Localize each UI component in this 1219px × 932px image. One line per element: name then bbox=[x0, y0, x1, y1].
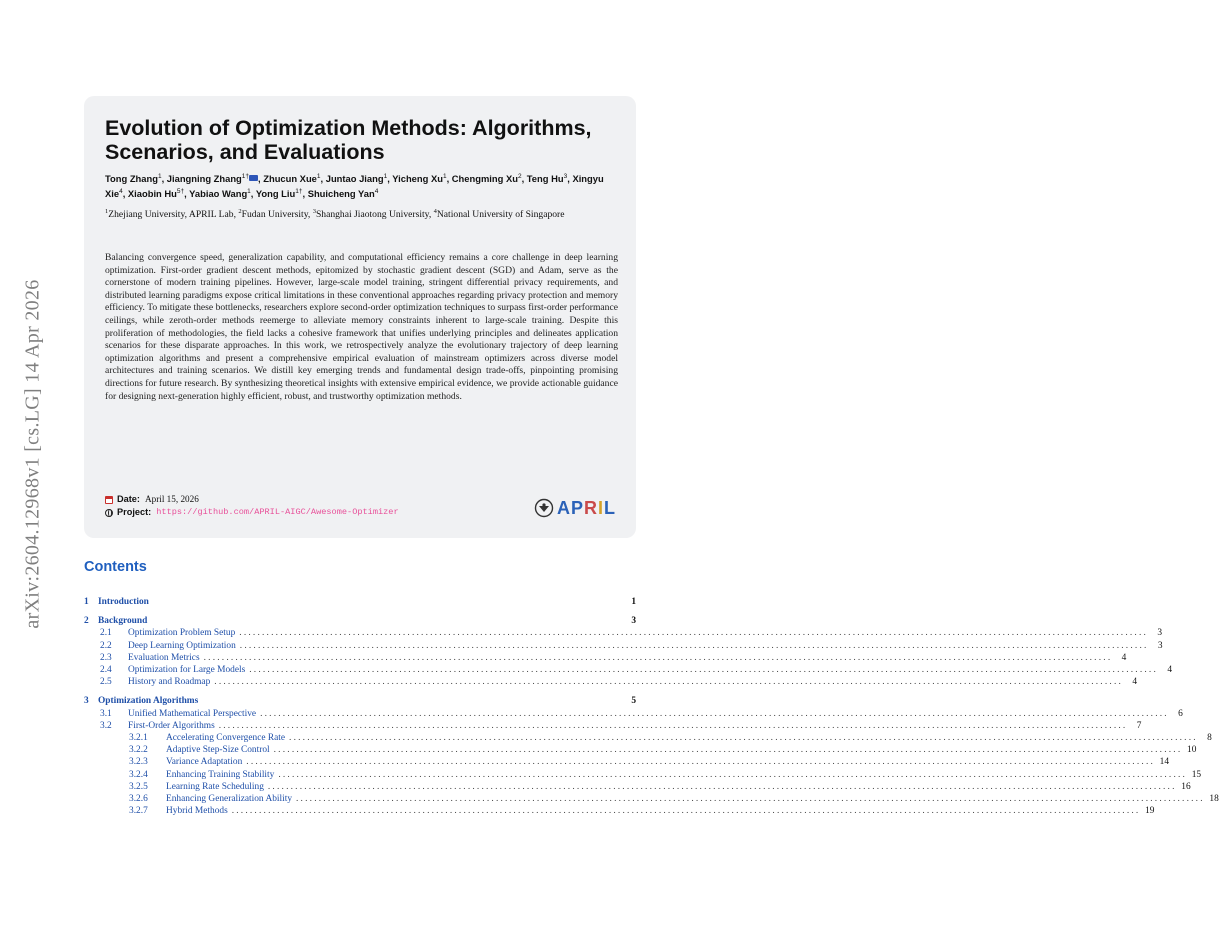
affiliation-marker: 2 bbox=[238, 208, 242, 215]
toc-entry-title: Adaptive Step-Size Control bbox=[166, 745, 270, 756]
toc-entry[interactable] bbox=[129, 756, 1170, 768]
author-entry bbox=[263, 173, 320, 184]
toc-entry-number: 3.2.7 bbox=[129, 806, 148, 817]
author-entry bbox=[527, 173, 567, 184]
author-affiliation-marker: 1 bbox=[383, 173, 388, 180]
date-row bbox=[105, 493, 525, 506]
author-entry bbox=[392, 173, 446, 184]
author-name: Yabiao Wang bbox=[189, 188, 248, 200]
affiliation-list: $^1$Zhejiang University, APRIL Lab, $^2$Fudan University, $^3$Shanghai Jiaotong University, $^4$National University of Singapore bbox=[105, 208, 565, 221]
toc-entry-page: 10 bbox=[1187, 745, 1197, 756]
affiliation-name: Shanghai Jiaotong University bbox=[315, 209, 429, 221]
contents-heading: Contents bbox=[84, 559, 147, 575]
author-name: Juntao Jiang bbox=[325, 173, 384, 185]
toc-entry[interactable] bbox=[129, 805, 1155, 817]
author-affiliation-marker: 4 bbox=[374, 188, 379, 196]
author-name: Yong Liu bbox=[255, 188, 296, 200]
toc-dot-leader: ........................................................................................................................................................................................................ bbox=[231, 806, 1141, 817]
toc-entry-number: 3.2 bbox=[100, 720, 112, 731]
toc-entry-page: 1 bbox=[631, 597, 636, 607]
toc-dot-leader: ........................................................................................................................................................................................................ bbox=[289, 733, 1198, 743]
author-affiliation-marker: 3 bbox=[563, 173, 568, 180]
author-entry bbox=[105, 173, 162, 184]
toc-entry-title: Deep Learning Optimization bbox=[128, 640, 236, 651]
toc-entry-title: Hybrid Methods bbox=[166, 806, 228, 817]
toc-dot-leader: ........................................................................................................................................................................................................ bbox=[218, 720, 1128, 731]
toc-entry-page: 19 bbox=[1145, 806, 1155, 817]
author-affiliation-marker: 1 bbox=[247, 188, 251, 196]
author-name: Chengming Xu bbox=[451, 173, 518, 185]
toc-dot-leader: ........................................................................................................................................................................................................ bbox=[239, 640, 1149, 651]
toc-dot-leader: ........................................................................................................................................................................................................ bbox=[249, 665, 1158, 675]
author-name: Zhucun Xue bbox=[263, 173, 317, 185]
affiliation-name: Fudan University bbox=[241, 209, 308, 221]
toc-entry-page: 14 bbox=[1159, 757, 1170, 768]
author-name: Yicheng Xu bbox=[392, 173, 443, 185]
affiliation-marker: 3 bbox=[312, 208, 316, 215]
april-logo-text: APRIL bbox=[557, 497, 617, 518]
toc-entry-page: 3 bbox=[631, 616, 636, 627]
toc-entry-number: 3.2.5 bbox=[129, 781, 148, 792]
toc-entry-number: 3.2.1 bbox=[129, 733, 148, 743]
toc-entry-number: 2.3 bbox=[100, 652, 112, 663]
toc-entry-page: 3 bbox=[1157, 628, 1163, 639]
paper-title: Evolution of Optimization Methods: Algorithms, Scenarios, and Evaluations bbox=[105, 116, 592, 164]
project-label: Project: bbox=[117, 507, 152, 517]
toc-entry[interactable] bbox=[84, 615, 636, 627]
author-name: Teng Hu bbox=[526, 173, 564, 185]
toc-entry-number: 3 bbox=[84, 696, 89, 707]
toc-dot-leader bbox=[153, 596, 622, 608]
toc-dot-leader: ........................................................................................................................................................................................................ bbox=[260, 708, 1169, 719]
arxiv-identifier-text: arXiv:2604.12968v1 [cs.LG] 14 Apr 2026 bbox=[21, 279, 44, 629]
author-name: Xiaobin Hu bbox=[127, 188, 177, 200]
toc-entry-number: 3.2.2 bbox=[129, 745, 148, 756]
toc-entry-title: First-Order Algorithms bbox=[128, 720, 215, 731]
toc-entry-number: 3.2.6 bbox=[129, 794, 148, 804]
toc-entry[interactable] bbox=[84, 596, 636, 608]
author-entry bbox=[256, 188, 303, 199]
toc-entry[interactable] bbox=[100, 676, 1138, 688]
toc-entry-number: 2.1 bbox=[100, 628, 112, 639]
toc-entry[interactable] bbox=[100, 720, 1142, 732]
toc-entry-number: 3.2.4 bbox=[129, 769, 148, 780]
toc-dot-leader: ........................................................................................................................................................................................................ bbox=[246, 757, 1156, 768]
toc-dot-leader bbox=[202, 695, 622, 707]
toc-entry[interactable] bbox=[100, 708, 1183, 720]
arxiv-identifier-stamp bbox=[18, 262, 48, 646]
toc-dot-leader: ........................................................................................................................................................................................................ bbox=[214, 677, 1124, 688]
affiliation-marker: 4 bbox=[433, 208, 437, 215]
toc-dot-leader: ........................................................................................................................................................................................................ bbox=[239, 628, 1149, 639]
toc-entry[interactable] bbox=[129, 781, 1191, 793]
toc-entry-page: 7 bbox=[1136, 720, 1142, 731]
toc-entry[interactable] bbox=[100, 627, 1163, 639]
toc-entry[interactable] bbox=[100, 652, 1127, 664]
affiliation-name: National University of Singapore bbox=[436, 209, 565, 221]
author-entry bbox=[308, 188, 379, 199]
toc-entry-number: 3.2.3 bbox=[129, 757, 148, 768]
author-name: Tong Zhang bbox=[105, 173, 158, 185]
toc-entry-page: 18 bbox=[1209, 794, 1219, 804]
toc-dot-leader: ........................................................................................................................................................................................................ bbox=[296, 794, 1205, 804]
toc-entry[interactable] bbox=[84, 695, 636, 707]
author-affiliation-marker: 1† bbox=[241, 173, 250, 180]
toc-entry-title: Enhancing Generalization Ability bbox=[166, 794, 293, 804]
april-lab-logo bbox=[534, 498, 616, 518]
toc-entry-number: 1 bbox=[84, 597, 89, 607]
affiliation-name: Zhejiang University, APRIL Lab bbox=[108, 209, 234, 221]
author-entry bbox=[326, 173, 387, 184]
toc-entry[interactable] bbox=[129, 793, 1219, 805]
project-link[interactable]: https://github.com/APRIL-AIGC/Awesome-Optimizer bbox=[156, 507, 399, 517]
author-name: Jiangning Zhang bbox=[166, 173, 242, 185]
author-name: Xingyu Xie bbox=[105, 173, 604, 200]
toc-entry-number: 2 bbox=[84, 616, 89, 627]
email-icon[interactable] bbox=[249, 175, 258, 181]
toc-entry-page: 6 bbox=[1178, 708, 1183, 719]
toc-entry-number: 2.5 bbox=[100, 677, 112, 688]
toc-entry[interactable] bbox=[129, 732, 1212, 744]
calendar-icon bbox=[105, 496, 113, 504]
toc-entry-page: 3 bbox=[1157, 640, 1163, 651]
author-affiliation-marker: 1 bbox=[442, 173, 447, 180]
toc-entry-page: 16 bbox=[1181, 781, 1191, 792]
toc-entry-number: 2.2 bbox=[100, 640, 112, 651]
paper-metadata bbox=[105, 493, 525, 519]
toc-entry-title: History and Roadmap bbox=[128, 677, 211, 688]
toc-entry-page: 4 bbox=[1167, 665, 1172, 675]
toc-entry-page: 4 bbox=[1132, 677, 1138, 688]
toc-entry-page: 8 bbox=[1207, 733, 1212, 743]
toc-entry-title: Optimization Algorithms bbox=[98, 696, 199, 707]
toc-entry[interactable] bbox=[129, 769, 1202, 781]
date-label: Date: bbox=[117, 494, 140, 504]
affiliation-marker: 1 bbox=[105, 208, 109, 215]
author-entry bbox=[189, 188, 251, 199]
toc-entry-title: Optimization Problem Setup bbox=[128, 628, 236, 639]
author-affiliation-marker: 1 bbox=[157, 173, 162, 180]
project-row bbox=[105, 506, 525, 519]
author-entry bbox=[128, 188, 184, 199]
toc-entry-page: 5 bbox=[631, 696, 636, 707]
toc-dot-leader: ........................................................................................................................................................................................................ bbox=[267, 781, 1177, 792]
author-affiliation-marker: 5† bbox=[176, 188, 185, 196]
author-list: Tong Zhang$^1$, Jiangning Zhang$^{1\dagger}$ , Zhucun Xue$^1$, Juntao Jiang$^1$, Yicheng Xu$^1$, Chengming Xu$^2$, Teng Hu$^3$, Xingyu Xie$^4$, Xiaobin $Hu^{5\dagger}$, Yabiao Wang$^1$, Yong Liu$^{1\dagger}$, Shuicheng Yan$^4$ bbox=[105, 173, 604, 200]
toc-entry-title: Optimization for Large Models bbox=[128, 665, 246, 675]
toc-entry-title: Unified Mathematical Perspective bbox=[128, 708, 257, 719]
author-affiliation-marker: 1 bbox=[316, 173, 321, 180]
abstract-text: Balancing convergence speed, generalization capability, and computational efficiency remains a core challenge in deep learning optimization. First-order gradient descent methods, epitomized by stochastic gradient descent (SGD) and Adam, serve as the cornerstone of modern training pipelines. However, large-scale model training, stringent differential privacy requirements, and distributed learning paradigms expose critical limitations in these conventional approaches regarding privacy protection and memory efficiency. To mitigate these bottlenecks, researchers explore second-order optimization techniques to surpass first-order performance ceilings, while zeroth-order methods reemerge to alleviate memory constraints inherent to large-scale training. Despite this proliferation of methodologies, the field lacks a cohesive framework that unifies underlying principles and delineates application scenarios for these disparate approaches. In this work, we retrospectively analyze the evolutionary trajectory of deep learning optimization algorithms and present a comprehensive empirical evaluation of mainstream optimizers across diverse model architectures and training scenarios. We distill key emerging trends and fundamental design trade-offs, pinpointing promising directions for future research. By synthesizing theoretical insights with extensive empirical evidence, we provide actionable guidance for designing next-generation highly efficient, robust, and trustworthy optimization methods. bbox=[105, 252, 618, 402]
toc-entry-title: Introduction bbox=[98, 597, 149, 607]
author-affiliation-marker: 2 bbox=[517, 173, 522, 180]
toc-entry-title: Variance Adaptation bbox=[166, 757, 243, 768]
toc-entry-page: 4 bbox=[1121, 652, 1127, 663]
toc-entry-title: Accelerating Convergence Rate bbox=[166, 733, 286, 743]
toc-dot-leader: ........................................................................................................................................................................................................ bbox=[203, 652, 1113, 663]
author-affiliation-marker: 1† bbox=[295, 188, 303, 196]
toc-entry-number: 2.4 bbox=[100, 665, 112, 675]
author-affiliation-marker: 4 bbox=[119, 188, 123, 196]
date-value: April 15, 2026 bbox=[144, 494, 199, 504]
toc-entry-title: Enhancing Training Stability bbox=[166, 769, 275, 780]
author-entry bbox=[167, 173, 258, 184]
toc-entry-title: Background bbox=[98, 616, 148, 627]
toc-entry[interactable] bbox=[100, 664, 1172, 676]
toc-entry-title: Learning Rate Scheduling bbox=[166, 781, 264, 792]
toc-dot-leader bbox=[151, 615, 622, 627]
toc-dot-leader: ........................................................................................................................................................................................................ bbox=[278, 769, 1188, 780]
april-emblem-icon bbox=[534, 498, 554, 518]
globe-icon bbox=[105, 509, 113, 517]
toc-entry-title: Evaluation Metrics bbox=[128, 652, 200, 663]
toc-entry-page: 15 bbox=[1191, 769, 1202, 780]
author-entry bbox=[452, 173, 522, 184]
toc-entry[interactable] bbox=[100, 640, 1163, 652]
toc-entry[interactable] bbox=[129, 744, 1197, 756]
toc-entry-number: 3.1 bbox=[100, 708, 112, 719]
author-name: Shuicheng Yan bbox=[307, 188, 375, 200]
toc-dot-leader: ........................................................................................................................................................................................................ bbox=[273, 745, 1183, 756]
